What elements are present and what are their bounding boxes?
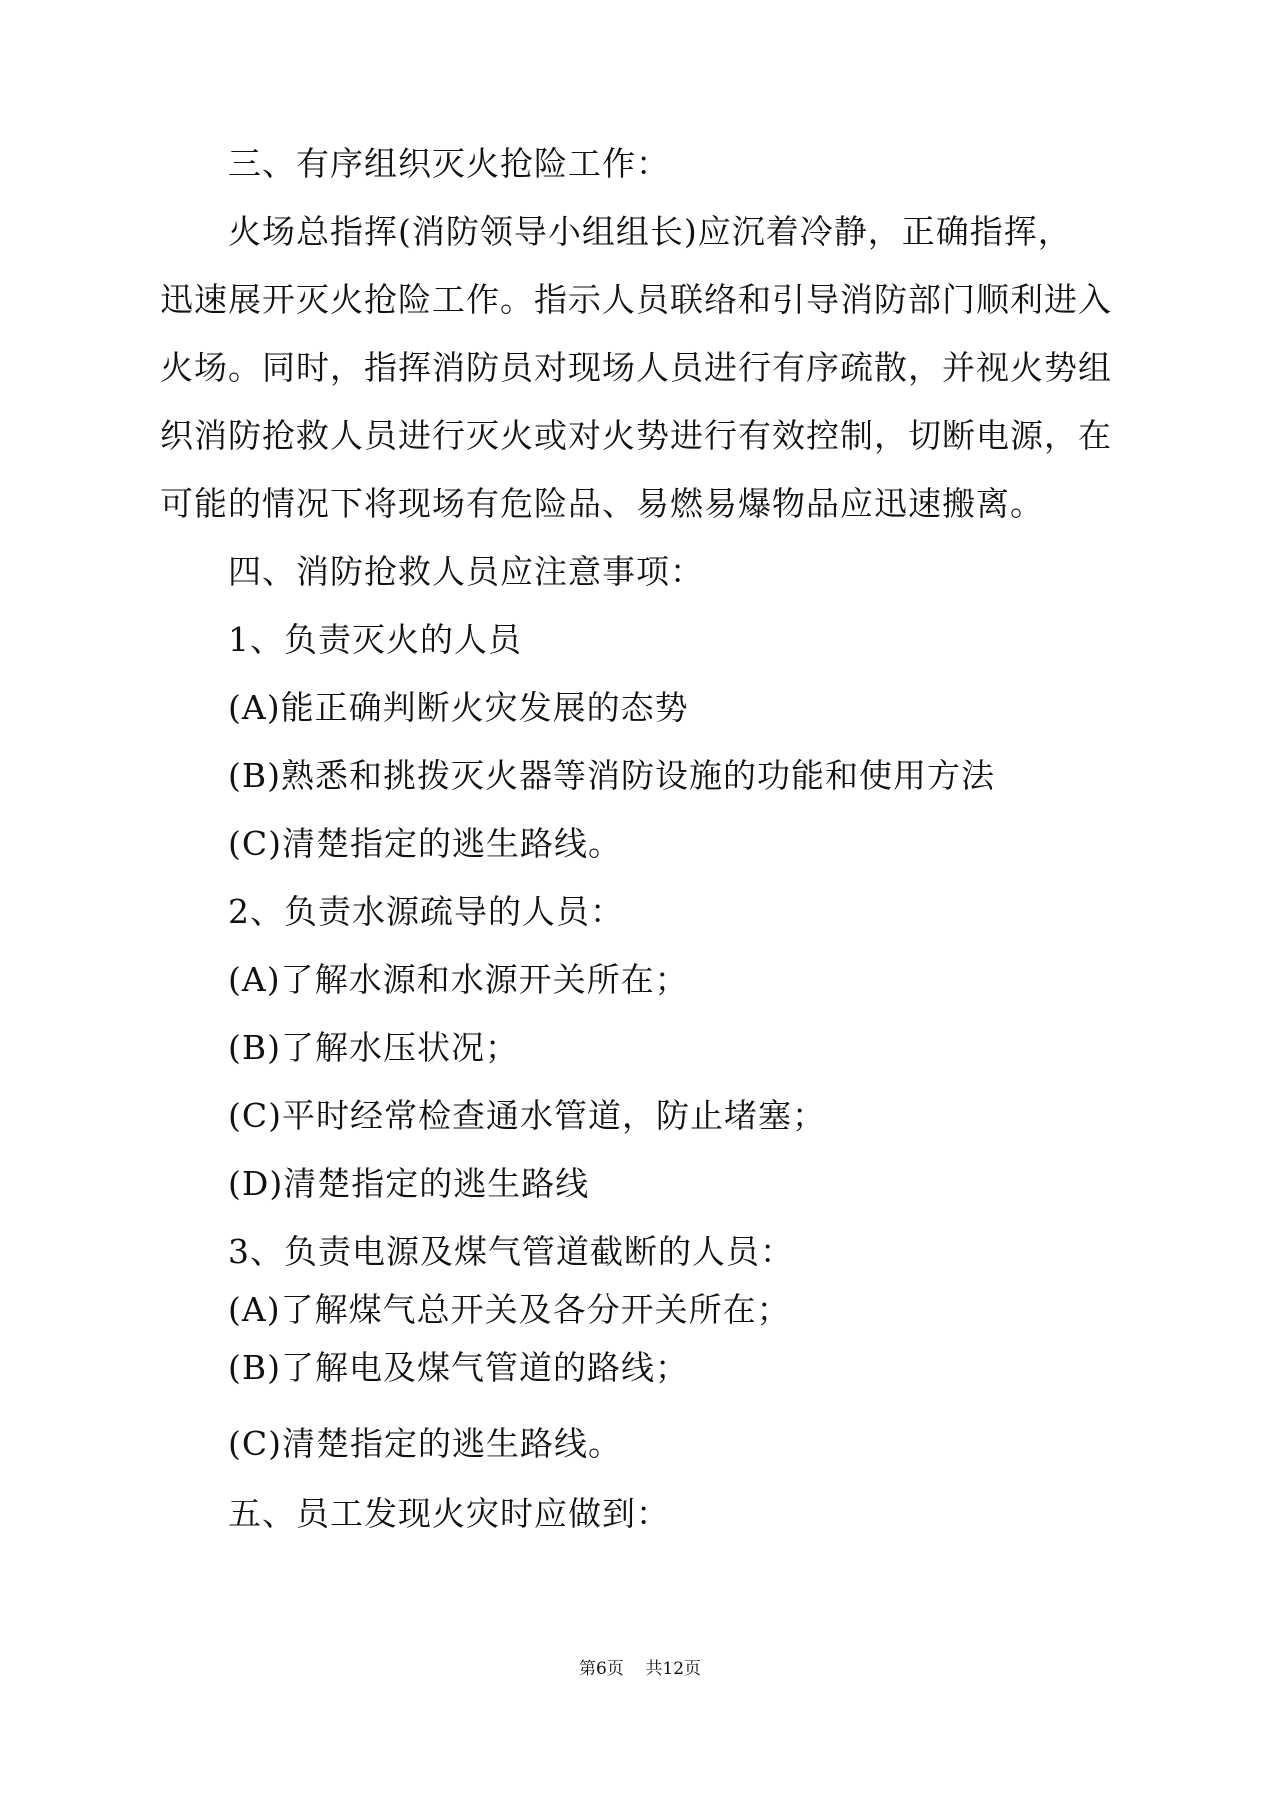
section-3-para-line-4: 织消防抢救人员进行灭火或对火势进行有效控制，切断电源，在 (160, 416, 1112, 455)
section-3-para-line-5: 可能的情况下将现场有危险品、易燃易爆物品应迅速搬离。 (160, 484, 1044, 523)
section-3-para-line-3: 火场。同时，指挥消防员对现场人员进行有序疏散，并视火势组 (160, 348, 1112, 387)
group-1-item-c: (C)清楚指定的逃生路线。 (228, 824, 622, 863)
group-1-item-a: (A)能正确判断火灾发展的态势 (228, 688, 689, 727)
page-number: 第6页 (578, 1659, 624, 1679)
page-footer (0, 1658, 1280, 1680)
group-3-item-a: (A)了解煤气总开关及各分开关所在； (228, 1290, 791, 1329)
group-3-title: 3、负责电源及煤气管道截断的人员： (228, 1232, 794, 1271)
group-2-item-c: (C)平时经常检查通水管道，防止堵塞； (228, 1096, 826, 1135)
group-3-item-c: (C)清楚指定的逃生路线。 (228, 1424, 622, 1463)
page-total: 共12页 (645, 1659, 702, 1679)
group-2-item-b: (B)了解水压状况； (228, 1028, 519, 1067)
group-2-title: 2、负责水源疏导的人员： (228, 892, 624, 931)
group-1-item-b: (B)熟悉和挑拨灭火器等消防设施的功能和使用方法 (228, 756, 995, 795)
section-3-heading: 三、有序组织灭火抢险工作： (228, 144, 670, 183)
section-3-para-line-2: 迅速展开灭火抢险工作。指示人员联络和引导消防部门顺利进入 (160, 280, 1112, 319)
group-2-item-a: (A)了解水源和水源开关所在； (228, 960, 689, 999)
section-3-para-line-1: 火场总指挥(消防领导小组组长)应沉着冷静，正确指挥， (228, 212, 1072, 251)
group-1-title: 1、负责灭火的人员 (228, 620, 522, 659)
group-3-item-b: (B)了解电及煤气管道的路线； (228, 1348, 689, 1387)
section-4-heading: 四、消防抢救人员应注意事项： (228, 552, 704, 591)
group-2-item-d: (D)清楚指定的逃生路线 (228, 1164, 590, 1203)
section-5-heading: 五、员工发现火灾时应做到： (228, 1494, 670, 1533)
